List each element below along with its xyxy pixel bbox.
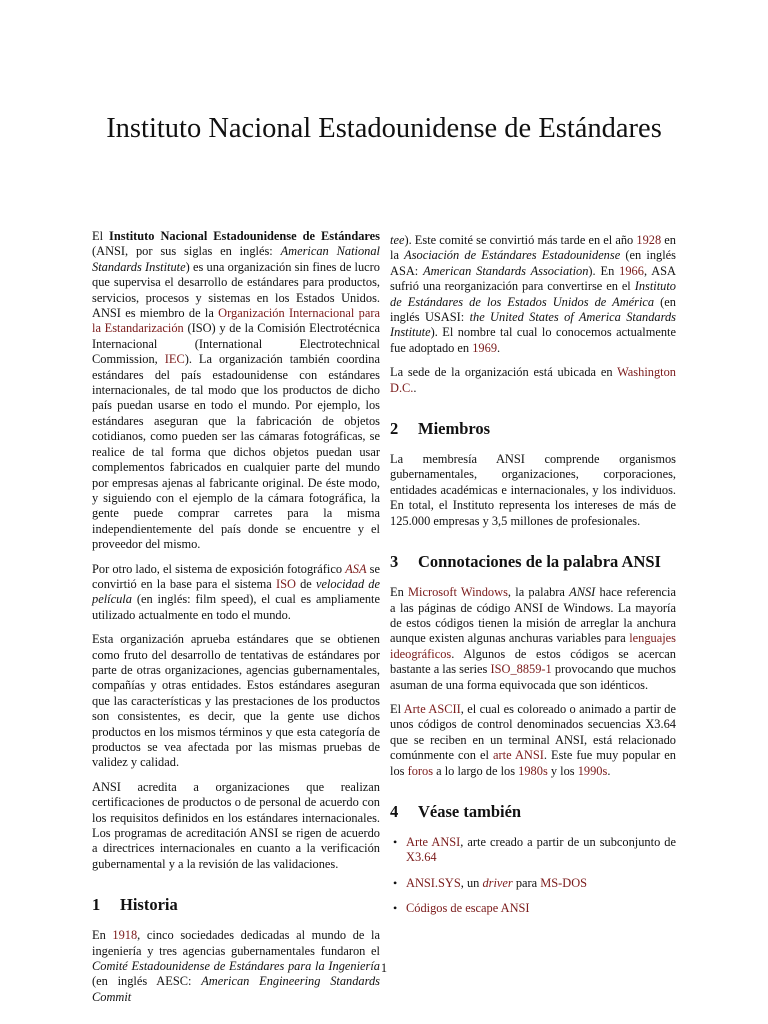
text-span: La sede de la organización está ubicada en (390, 365, 618, 380)
section-number: 1 (92, 895, 101, 915)
text-span: provocando que muchos asuman de una forma equivocada que son idénticos. (390, 662, 676, 692)
text-span: (ANSI, por sus siglas en inglés: (92, 244, 281, 259)
link-iso-8859-1[interactable]: ISO_8859-1 (490, 662, 552, 677)
text-span: , el cual es coloreado o animado a partir de unos códigos de control denominados secuencias X3.64 que se reciben en un terminal ANSI, está relacionado comúnmente con el (390, 701, 676, 763)
link-driver-label: driver (482, 875, 513, 890)
link-codigos-escape-ansi[interactable]: Códigos de escape ANSI (406, 901, 530, 916)
page-number: 1 (380, 961, 388, 975)
link-arte-ascii[interactable]: Arte ASCII (403, 701, 461, 716)
page-title: Instituto Nacional Estadounidense de Estándares (106, 113, 662, 144)
ascii-art-paragraph (390, 702, 676, 779)
link-ansi-sys[interactable]: ANSI.SYS (406, 875, 461, 890)
link-1966[interactable]: 1966 (619, 263, 644, 278)
section-heading-historia (92, 894, 380, 916)
see-also-list (390, 835, 676, 917)
text-span: hace referencia a las páginas de código ANSI de Windows. La mayoría de estos códigos tienen la misión de arreglar la anchura aunque existen algunas anchuras variables para (390, 585, 676, 646)
link-microsoft-windows[interactable]: Microsoft Windows (408, 585, 508, 600)
italic-term: the United States of America Standards Institute (390, 310, 676, 340)
link-1928[interactable]: 1928 (636, 233, 662, 247)
link-driver[interactable] (482, 876, 512, 890)
italic-term: American National Standards Institute (92, 244, 380, 274)
text-span: . (413, 380, 417, 395)
text-span: En (390, 585, 409, 600)
text-span: y los (547, 763, 578, 778)
text-span: de (295, 576, 316, 591)
link-iec[interactable]: IEC (164, 352, 185, 367)
link-iso-organization[interactable]: Organización Internacional para la Estandarización (92, 306, 380, 336)
accreditation-paragraph: ANSI acredita a organizaciones que realizan certificaciones de productos o de personal de acuerdo con los requisitos definidos en los estándares internacionales. Los programas de acreditación ANSI se rigen de acuerdo a directrices internacionales en cuanto a la verificación gubernamental y a la revisión de las validaciones. (92, 779, 380, 871)
section-heading-vease-tambien (390, 801, 676, 823)
windows-paragraph (390, 585, 676, 693)
list-item (390, 835, 676, 866)
list-item (390, 901, 676, 916)
miembros-paragraph: La membresía ANSI comprende organismos gubernamentales, organizaciones, corporaciones, entidades académicas e internacionales, y los individuos. En total, el Instituto representa los intereses de más de 125.000 empresas y 3,5 millones de profesionales. (390, 452, 676, 528)
section-title: Véase también (418, 801, 522, 821)
text-span: . (607, 763, 611, 778)
text-span: (en inglés AESC: (92, 974, 202, 989)
text-span: ) es una organización sin fines de lucro que supervisa el desarrollo de estándares para productos, servicios, procesos y sistemas en los Estados Unidos. ANSI es miembro de la (92, 259, 380, 321)
italic-term: American Engineering Standards Commit (92, 974, 380, 1004)
text-span: ). Este comité se convirtió más tarde en el año (404, 233, 637, 247)
section-heading-miembros (390, 418, 676, 440)
link-1990s[interactable]: 1990s (577, 763, 608, 778)
link-x364[interactable]: X3.64 (406, 850, 437, 865)
link-washington-dc[interactable]: Washington D.C. (390, 365, 676, 395)
text-span: , arte creado a partir de un subconjunto de (460, 834, 677, 849)
text-span: , un (460, 875, 483, 890)
text-span: para (512, 875, 541, 890)
italic-term: American Standards Association (423, 263, 589, 278)
italic-term: Asociación de Estándares Estadounidense (404, 248, 621, 263)
link-1918[interactable]: 1918 (112, 928, 138, 943)
link-asa-label: ASA (345, 561, 367, 576)
text-span: , cinco sociedades dedicadas al mundo de la ingeniería y tres agencias gubernamentales fundaron el (92, 928, 380, 958)
section-title: Miembros (418, 419, 491, 439)
link-asa[interactable] (345, 562, 366, 576)
text-span: a lo largo de los (433, 763, 519, 778)
text-span: El (390, 701, 404, 716)
intro-paragraph (92, 229, 380, 553)
section-title: Connotaciones de la palabra ANSI (418, 552, 661, 572)
section-heading-connotaciones (390, 551, 676, 573)
text-span: El (92, 229, 110, 243)
text-span: , la palabra (507, 585, 570, 600)
link-arte-ansi-see-also[interactable]: Arte ANSI (406, 834, 461, 849)
text-span: . Este fue muy popular en los (390, 748, 676, 778)
left-column (92, 229, 380, 1014)
text-span: se convirtió en la base para el sistema (92, 561, 381, 591)
text-span: en la (390, 233, 677, 263)
link-ms-dos[interactable]: MS-DOS (540, 875, 588, 890)
right-column (390, 233, 676, 927)
link-iso[interactable]: ISO (275, 576, 296, 591)
italic-term: ANSI (569, 585, 596, 600)
text-span: , ASA sufrió una reorganización para convertirse en el (390, 263, 677, 294)
text-span: . Algunos de estos códigos se acercan bastante a las series (390, 646, 676, 677)
asa-paragraph (92, 562, 380, 624)
text-span: ). En (588, 263, 620, 278)
text-span: (en inglés USASI: (390, 294, 676, 325)
text-span: En (92, 928, 113, 943)
link-foros[interactable]: foros (407, 763, 434, 778)
italic-term: velocidad de película (92, 576, 380, 607)
text-span: (en inglés: film speed), el cual es ampliamente utilizado actualmente en todo el mundo. (92, 592, 380, 622)
link-1969[interactable]: 1969 (472, 340, 498, 355)
text-span: ). El nombre tal cual lo conocemos actualmente fue adoptado en (390, 325, 676, 355)
italic-term: Comité Estadounidense de Estándares para la Ingeniería (92, 959, 380, 974)
section-number: 2 (390, 419, 399, 439)
link-arte-ansi[interactable]: arte ANSI (493, 748, 544, 763)
text-span: . (497, 340, 501, 355)
section-number: 3 (390, 552, 399, 572)
section-number: 4 (390, 801, 399, 821)
section-title: Historia (120, 895, 178, 915)
link-1980s[interactable]: 1980s (518, 763, 548, 778)
text-span: (ISO) y de la Comisión Electrotécnica Internacional (International Electrotechnical Commission, (92, 321, 380, 367)
text-span: (en inglés ASA: (390, 248, 677, 278)
text-span: ). La organización también coordina estándares del país estadounidense con estándares internacionales, de tal modo que los productos de dicho país puedan usarse en todo el mundo. Por ejemplo, los estándares aseguran que la fabricación de objetos cotidianos, como pueden ser las cámaras fotográficas, se realice de tal forma que dichos objetos puedan usar complementos fabricados en cualquier parte del mundo por empresas ajenas al fabricante original. De éste modo, y siguiendo con el ejemplo de la cámara fotográfica, la gente puede comprar carretes para la misma independientemente del país donde se encuentre y el proveedor del mismo. (92, 352, 380, 552)
list-item (390, 876, 676, 891)
approval-paragraph: Esta organización aprueba estándares que se obtienen como fruto del desarrollo de tentativas de estándares por parte de otras organizaciones, agencias gubernamentales, compañías y otras entidades. Estos estándares aseguran que las características y las prestaciones de los productos son consistentes, es decir, que la gente use dichos productos en los mismos términos y que esta categoría de productos se vea afectada por las mismas pruebas de validez y calidad. (92, 632, 380, 770)
link-lenguajes-ideograficos[interactable]: lenguajes ideográficos (390, 631, 676, 661)
bold-term: Instituto Nacional Estadounidense de Estándares (109, 229, 381, 243)
headquarters-paragraph (390, 365, 676, 396)
text-span: Por otro lado, el sistema de exposición fotográfico (92, 561, 346, 576)
italic-term: tee (390, 233, 405, 247)
historia-paragraph-continued (390, 233, 676, 356)
italic-term: Instituto de Estándares de los Estados Unidos de América (390, 279, 676, 309)
